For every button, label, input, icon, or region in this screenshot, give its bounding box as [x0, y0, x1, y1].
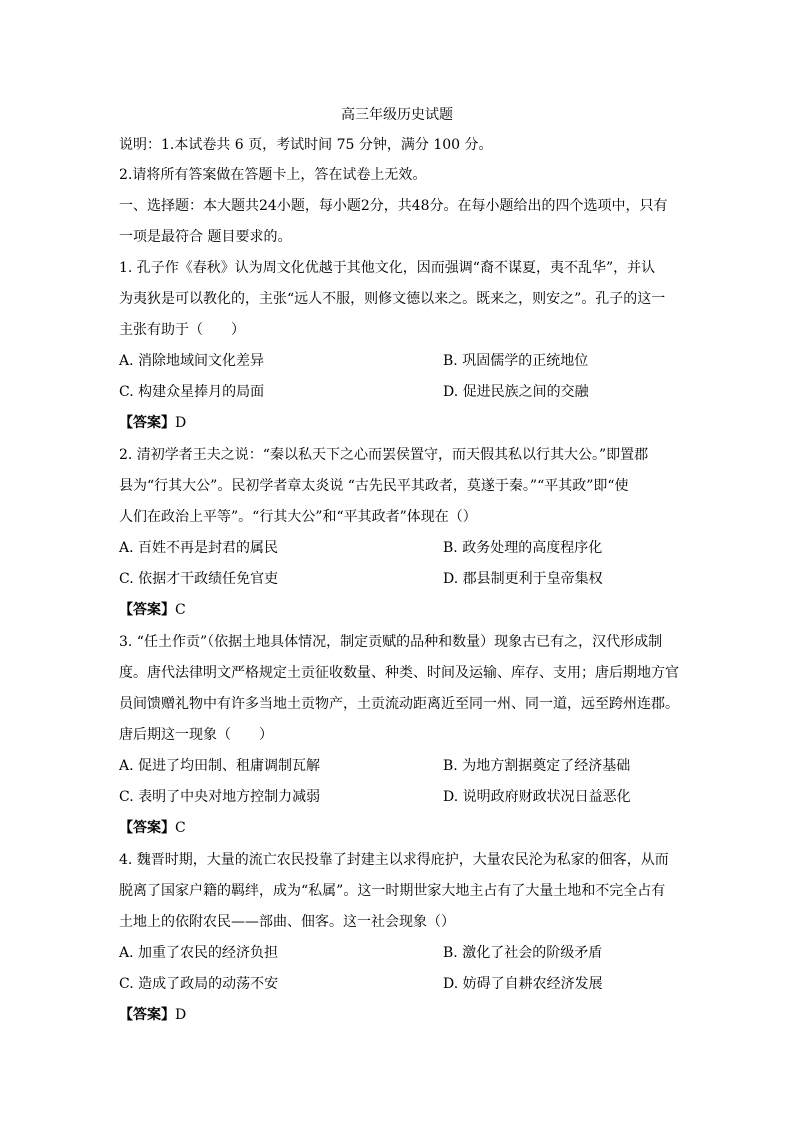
answer-value: D	[175, 1007, 187, 1023]
question-stem: 人们在政治上平等”。“行其大公”和“平其政者”体现在（）	[119, 509, 477, 525]
option-c: C. 表明了中央对地方控制力减弱	[119, 789, 321, 805]
option-d: D. 郡县制更利于皇帝集权	[443, 571, 603, 587]
question-stem: 脱离了国家户籍的羁绊，成为“私属”。这一时期世家大地主占有了大量土地和不完全占有	[119, 883, 666, 899]
question-stem: 4. 魏晋时期，大量的流亡农民投靠了封建主以求得庇护，大量农民沦为私家的佃客，从而	[119, 852, 669, 868]
question-stem: 唐后期这一现象（ ）	[119, 727, 273, 743]
option-d: D. 促进民族之间的交融	[443, 384, 589, 400]
question-stem: 土地上的依附农民——部曲、佃客。这一社会现象（）	[119, 914, 455, 930]
option-b: B. 巩固儒学的正统地位	[443, 353, 589, 369]
question-stem: 2. 清初学者王夫之说：“秦以私天下之心而罢侯置守，而天假其私以行其大公。”即置郡	[119, 447, 649, 463]
option-c: C. 造成了政局的动荡不安	[119, 976, 279, 992]
exam-title: 高三年级历史试题	[341, 107, 453, 123]
answer-line	[119, 1005, 186, 1025]
question-stem: 主张有助于（ ）	[119, 322, 245, 338]
answer-value: D	[175, 415, 187, 431]
answer-line	[119, 413, 186, 433]
option-b: B. 激化了社会的阶级矛盾	[443, 945, 603, 961]
question-stem: 县为“行其大公”。民初学者章太炎说 “古先民平其政者，莫遂于秦。”“平其政”即“使	[119, 478, 629, 494]
answer-label: 【答案】	[119, 415, 175, 431]
option-c: C. 构建众星捧月的局面	[119, 384, 265, 400]
question-stem: 1. 孔子作《春秋》认为周文化优越于其他文化，因而强调“裔不谋夏，夷不乱华”，并认	[119, 260, 656, 276]
section-heading: 一、选择题：本大题共24小题，每小题2分，共48分。在每小题给出的四个选项中，只有	[119, 198, 668, 214]
section-heading-cont: 一项是最符合 题目要求的。	[119, 229, 292, 245]
answer-label: 【答案】	[119, 1007, 175, 1023]
answer-line	[119, 818, 186, 838]
question-stem: 度。唐代法律明文严格规定土贡征收数量、种类、时间及运输、库存、支用；唐后期地方官	[119, 665, 679, 681]
option-b: B. 为地方割据奠定了经济基础	[443, 758, 631, 774]
option-a: A. 促进了均田制、租庸调制瓦解	[119, 758, 321, 774]
option-d: D. 妨碍了自耕农经济发展	[443, 976, 603, 992]
question-stem: 员间馈赠礼物中有许多当地土贡物产，土贡流动距离近至同一州、同一道，远至跨州连郡。	[119, 696, 679, 712]
option-a: A. 消除地域间文化差异	[119, 353, 265, 369]
option-b: B. 政务处理的高度程序化	[443, 540, 603, 556]
answer-value: C	[175, 602, 186, 618]
question-stem: 3. “任土作贡”（依据土地具体情况，制定贡赋的品种和数量）现象古已有之，汉代形成制	[119, 634, 663, 650]
instruction-line: 说明：1.本试卷共 6 页，考试时间 75 分钟，满分 100 分。	[119, 137, 493, 153]
answer-line	[119, 600, 186, 620]
option-a: A. 加重了农民的经济负担	[119, 945, 279, 961]
answer-label: 【答案】	[119, 602, 175, 618]
question-stem: 为夷狄是可以教化的，主张“远人不服，则修文德以来之。既来之，则安之”。孔子的这一	[119, 291, 666, 307]
answer-label: 【答案】	[119, 820, 175, 836]
option-d: D. 说明政府财政状况日益恶化	[443, 789, 631, 805]
answer-value: C	[175, 820, 186, 836]
option-a: A. 百姓不再是封君的属民	[119, 540, 279, 556]
option-c: C. 依据才干政绩任免官吏	[119, 571, 279, 587]
instruction-line: 2.请将所有答案做在答题卡上，答在试卷上无效。	[119, 167, 427, 183]
